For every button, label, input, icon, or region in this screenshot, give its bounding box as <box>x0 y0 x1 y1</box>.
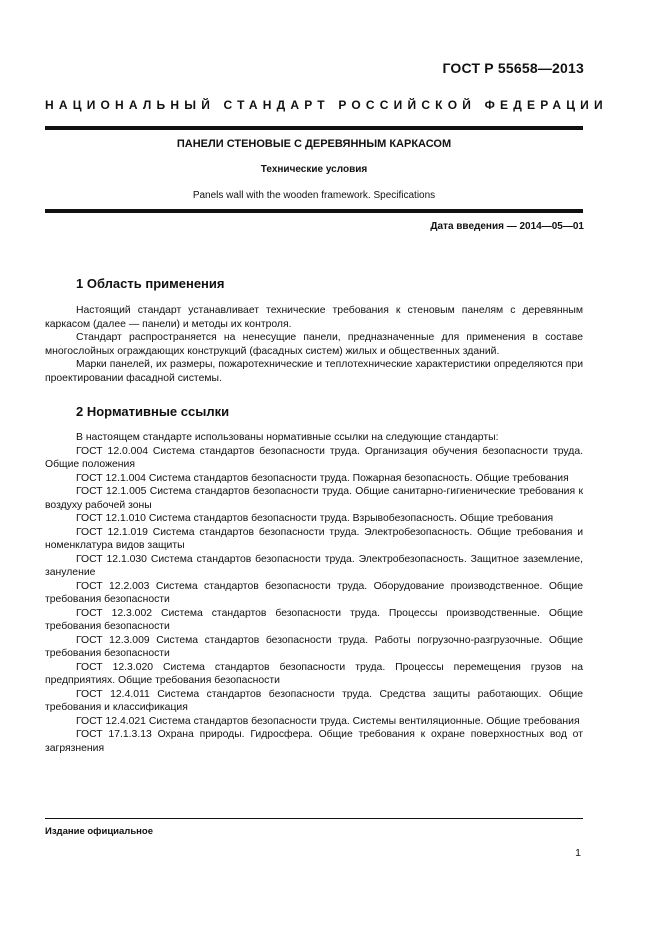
document-english-title: Panels wall with the wooden framework. Specifications <box>192 190 436 201</box>
national-standard-title: НАЦИОНАЛЬНЫЙ СТАНДАРТ РОССИЙСКОЙ ФЕДЕРАЦИИ <box>45 98 608 112</box>
section-1-heading: 1 Область применения <box>76 276 225 291</box>
reference-item: ГОСТ 12.4.011 Система стандартов безопасности труда. Средства защиты работающих. Общие требования и классификация <box>45 688 583 713</box>
reference-item: ГОСТ 12.4.021 Система стандартов безопасности труда. Системы вентиляционные. Общие требования <box>76 715 580 727</box>
document-subtitle: Технические условия <box>260 164 368 175</box>
section-1-paragraph: Настоящий стандарт устанавливает технические требования к стеновым панелям с деревянным каркасом (далее — панели) и методы их контроля. <box>45 305 583 330</box>
reference-item: ГОСТ 12.0.004 Система стандартов безопасности труда. Организация обучения безопасности труда. Общие положения <box>45 445 583 470</box>
footer-divider <box>45 818 583 819</box>
reference-item: ГОСТ 17.1.3.13 Охрана природы. Гидросфера. Общие требования к охране поверхностных вод от загрязнения <box>45 729 583 754</box>
official-edition-label: Издание официальное <box>45 826 153 837</box>
header-divider <box>45 126 583 130</box>
reference-item: ГОСТ 12.1.005 Система стандартов безопасности труда. Общие санитарно-гигиенические требования к воздуху рабочей зоны <box>45 486 583 511</box>
page-number: 1 <box>575 847 581 859</box>
section-2-body <box>45 431 583 755</box>
reference-item: ГОСТ 12.2.003 Система стандартов безопасности труда. Оборудование производственное. Общие требования безопасности <box>45 580 583 605</box>
section-1-paragraph: Марки панелей, их размеры, пожаротехнические и теплотехнические характеристики определяются при проектировании фасадной системы. <box>45 359 583 384</box>
reference-item: ГОСТ 12.3.020 Система стандартов безопасности труда. Процессы перемещения грузов на предприятиях. Общие требования безопасности <box>45 661 583 686</box>
section-2-intro: В настоящем стандарте использованы нормативные ссылки на следующие стандарты: <box>76 432 499 443</box>
document-code: ГОСТ Р 55658—2013 <box>442 60 584 76</box>
reference-item: ГОСТ 12.1.004 Система стандартов безопасности труда. Пожарная безопасность. Общие требования <box>76 472 569 484</box>
reference-item: ГОСТ 12.1.019 Система стандартов безопасности труда. Электробезопасность. Общие требования и номенклатура видов защиты <box>45 526 583 551</box>
reference-item: ГОСТ 12.3.009 Система стандартов безопасности труда. Работы погрузочно-разгрузочные. Общие требования безопасности <box>45 634 583 659</box>
section-1-paragraph: Стандарт распространяется на ненесущие панели, предназначенные для применения в составе многослойных ограждающих конструкций (фасадных систем) жилых и общественных зданий. <box>45 332 583 357</box>
introduction-date: Дата введения — 2014—05—01 <box>430 221 584 232</box>
section-2-heading: 2 Нормативные ссылки <box>76 404 230 419</box>
title-divider <box>45 209 583 213</box>
reference-item: ГОСТ 12.3.002 Система стандартов безопасности труда. Процессы производственные. Общие требования безопасности <box>45 607 583 632</box>
section-1-body <box>45 304 583 385</box>
document-title: ПАНЕЛИ СТЕНОВЫЕ С ДЕРЕВЯННЫМ КАРКАСОМ <box>176 138 452 150</box>
reference-item: ГОСТ 12.1.030 Система стандартов безопасности труда. Электробезопасность. Защитное заземление, зануление <box>45 553 583 578</box>
reference-item: ГОСТ 12.1.010 Система стандартов безопасности труда. Взрывобезопасность. Общие требования <box>76 513 554 524</box>
